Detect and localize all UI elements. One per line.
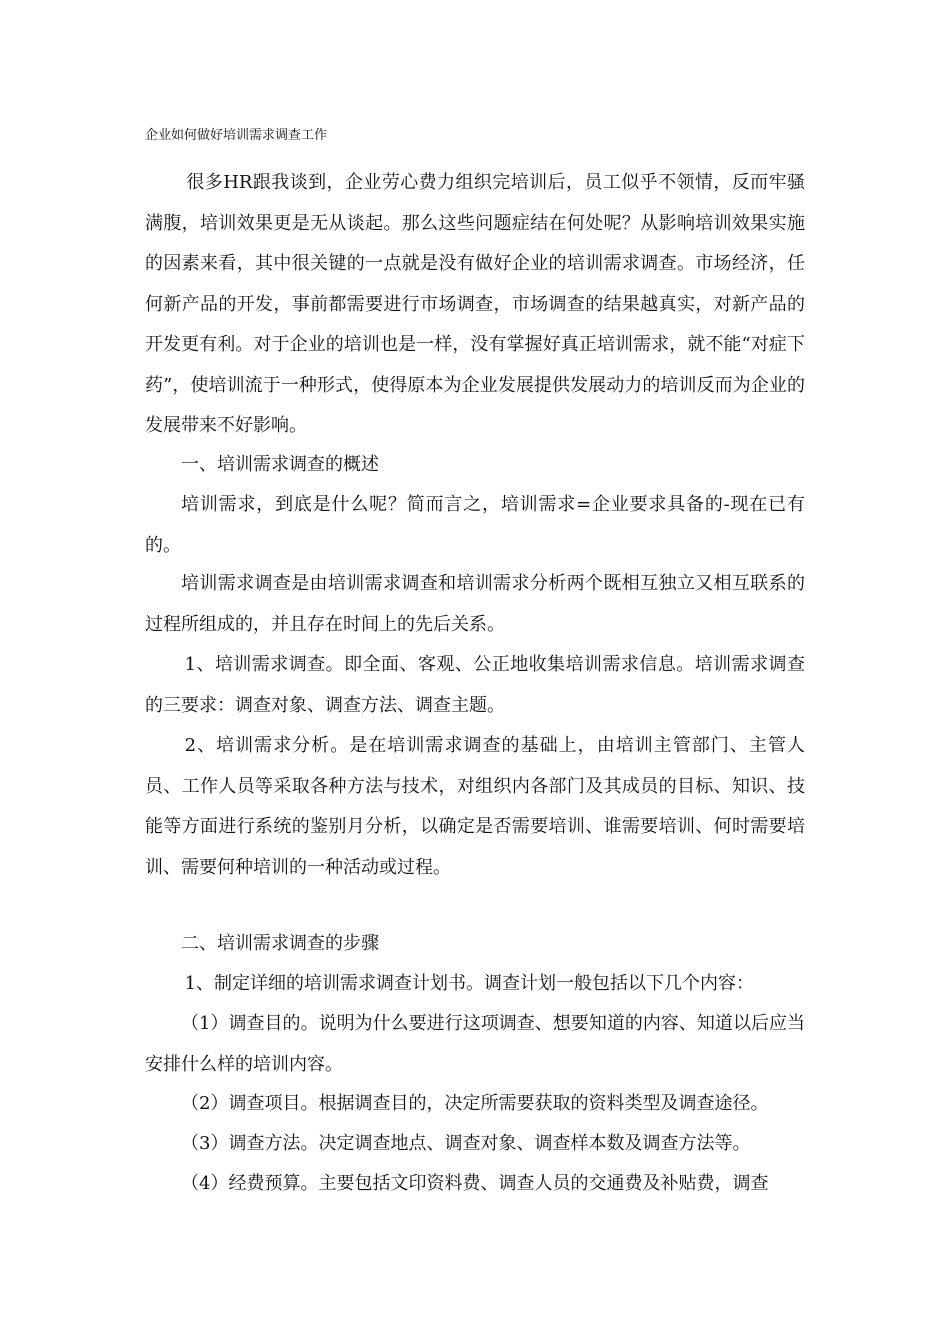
- section1-paragraph-2: 培训需求调查是由培训需求调查和培训需求分析两个既相互独立又相互联系的过程所组成的，并且存在时间上的先后关系。: [145, 573, 805, 635]
- section1-paragraph-4: 2、培训需求分析。是在培训需求调查的基础上，由培训主管部门、主管人员、工作人员等采取各种方法与技术，对组织内各部门及其成员的目标、知识、技能等方面进行系统的鉴别月分析，以确定是否需要培训、谁需要培训、何时需要培训、需要何种培训的一种活动或过程。: [145, 735, 805, 878]
- section2-paragraph-4: （3）调查方法。决定调查地点、调查对象、调查样本数及调查方法等。: [181, 1133, 751, 1154]
- section2-paragraph-3: （2）调查项目。根据调查目的，决定所需要获取的资料类型及调查途径。: [181, 1093, 769, 1114]
- section1-paragraph-3: 1、培训需求调查。即全面、客观、公正地收集培训需求信息。培训需求调查的三要求：调查对象、调查方法、调查主题。: [145, 654, 805, 716]
- section2-heading: 二、培训需求调查的步骤: [181, 933, 379, 954]
- document-title: 企业如何做好培训需求调查工作: [145, 128, 328, 143]
- section1-paragraph-1: 培训需求，到底是什么呢？简而言之，培训需求=企业要求具备的-现在已有的。: [145, 494, 805, 556]
- section2-paragraph-5: （4）经费预算。主要包括文印资料费、调查人员的交通费及补贴费，调查: [181, 1173, 769, 1194]
- intro-paragraph: 很多HR跟我谈到，企业劳心费力组织完培训后，员工似乎不领情，反而牢骚满腹，培训效果更是无从谈起。那么这些问题症结在何处呢？从影响培训效果实施的因素来看，其中很关键的一点就是没有做好企业的培训需求调查。市场经济，任何新产品的开发，事前都需要进行市场调查，市场调查的结果越真实，对新产品的开发更有利。对于企业的培训也是一样，没有掌握好真正培训需求，就不能“对症下药”，使培训流于一种形式，使得原本为企业发展提供发展动力的培训反而为企业的发展带来不好影响。: [145, 172, 805, 436]
- section2-paragraph-1: 1、制定详细的培训需求调查计划书。调查计划一般包括以下几个内容：: [184, 973, 755, 994]
- section2-paragraph-2: （1）调查目的。说明为什么要进行这项调查、想要知道的内容、知道以后应当安排什么样的培训内容。: [145, 1013, 805, 1075]
- section1-heading: 一、培训需求调查的概述: [181, 454, 379, 475]
